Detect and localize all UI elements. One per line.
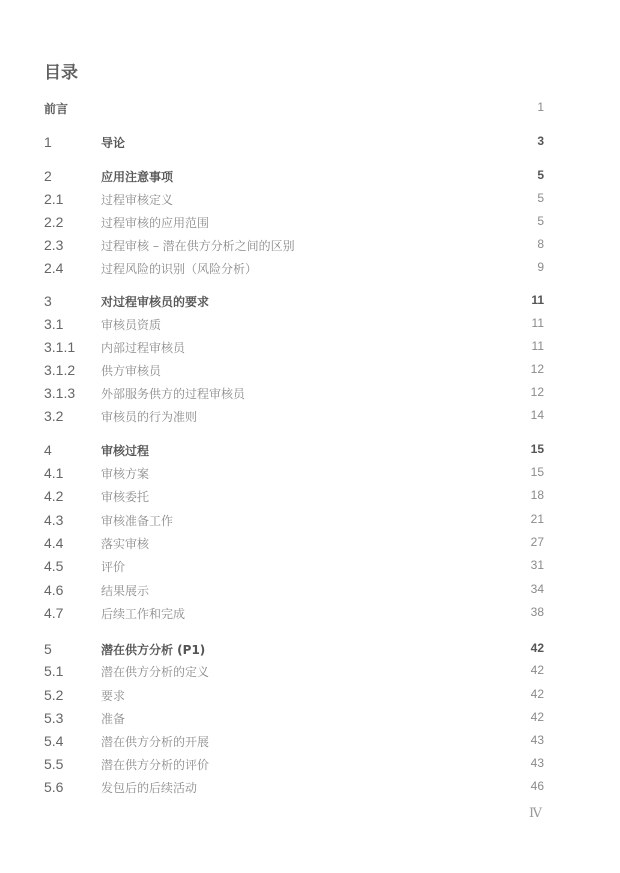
toc-entry-number: 4.5 — [44, 558, 64, 574]
toc-entry-page: 42 — [530, 710, 544, 724]
toc-entry-number: 3.1.2 — [44, 362, 76, 378]
toc-entry-5-5[interactable] — [0, 756, 620, 778]
toc-entry-number: 4.1 — [44, 465, 64, 481]
toc-entry-page: 42 — [530, 641, 544, 655]
toc-entry-label: 审核过程 — [101, 444, 150, 458]
toc-entry-page: 18 — [530, 488, 544, 502]
toc-entry-page: 34 — [530, 582, 544, 596]
toc-entry-number: 3.1 — [44, 316, 64, 332]
toc-entry-label: 审核方案 — [101, 467, 150, 481]
toc-entry-number: 4.2 — [44, 488, 64, 504]
toc-entry-2-3[interactable] — [0, 237, 620, 259]
toc-entry-2-2[interactable] — [0, 214, 620, 236]
toc-entry-number: 5.3 — [44, 710, 64, 726]
toc-entry-3-1[interactable] — [0, 316, 620, 338]
toc-entry-number: 2.4 — [44, 260, 64, 276]
toc-entry-label: 审核员的行为准则 — [101, 410, 198, 424]
toc-entry-label: 潜在供方分析的评价 — [101, 758, 210, 772]
toc-entry-number: 1 — [44, 134, 52, 150]
toc-entry-2-1[interactable] — [0, 191, 620, 213]
toc-entry-chapter-1[interactable] — [0, 134, 620, 156]
toc-entry-page: 3 — [537, 134, 544, 148]
toc-entry-label: 内部过程审核员 — [101, 341, 186, 355]
toc-entry-page: 1 — [537, 100, 544, 114]
toc-entry-number: 3.2 — [44, 408, 64, 424]
toc-entry-label: 导论 — [101, 136, 126, 150]
toc-entry-label: 结果展示 — [101, 584, 150, 598]
toc-entry-number: 4 — [44, 442, 52, 458]
toc-entry-number: 3 — [44, 293, 52, 309]
toc-entry-3-1-3[interactable] — [0, 385, 620, 407]
toc-entry-label: 准备 — [101, 712, 126, 726]
toc-entry-4-7[interactable] — [0, 605, 620, 627]
toc-entry-page: 5 — [537, 168, 544, 182]
toc-entry-4-2[interactable] — [0, 488, 620, 510]
toc-entry-number: 5.6 — [44, 779, 64, 795]
toc-entry-page: 15 — [530, 465, 544, 479]
toc-entry-label: 过程审核的应用范围 — [101, 216, 210, 230]
toc-entry-page: 43 — [530, 733, 544, 747]
toc-entry-page: 5 — [537, 214, 544, 228]
toc-entry-number: 4.6 — [44, 582, 64, 598]
toc-entry-label: 过程审核 – 潜在供方分析之间的区别 — [101, 239, 295, 253]
toc-entry-5-6[interactable] — [0, 779, 620, 801]
toc-entry-number: 5.5 — [44, 756, 64, 772]
toc-entry-page: 21 — [530, 512, 544, 526]
toc-entry-page: 11 — [531, 339, 544, 353]
toc-entry-label: 审核员资质 — [101, 318, 162, 332]
toc-entry-label: 供方审核员 — [101, 364, 162, 378]
toc-entry-number: 2.2 — [44, 214, 64, 230]
toc-entry-page: 5 — [537, 191, 544, 205]
toc-entry-chapter-4[interactable] — [0, 442, 620, 464]
toc-entry-page: 8 — [537, 237, 544, 251]
toc-entry-5-2[interactable] — [0, 687, 620, 709]
toc-entry-label: 后续工作和完成 — [101, 607, 186, 621]
toc-entry-label: 潜在供方分析的开展 — [101, 735, 210, 749]
toc-entry-4-6[interactable] — [0, 582, 620, 604]
toc-entry-number: 2 — [44, 168, 52, 184]
toc-entry-3-2[interactable] — [0, 408, 620, 430]
toc-entry-4-5[interactable] — [0, 558, 620, 580]
toc-entry-page: 15 — [530, 442, 544, 456]
toc-entry-page: 46 — [530, 779, 544, 793]
toc-entry-5-1[interactable] — [0, 663, 620, 685]
toc-entry-chapter-3[interactable] — [0, 293, 620, 315]
toc-entry-label: 过程审核定义 — [101, 193, 174, 207]
toc-entry-chapter-2[interactable] — [0, 168, 620, 190]
toc-entry-page: 11 — [531, 293, 544, 307]
toc-entry-3-1-1[interactable] — [0, 339, 620, 361]
toc-entry-label: 潜在供方分析的定义 — [101, 665, 210, 679]
toc-entry-label: 评价 — [101, 560, 126, 574]
toc-entry-number: 2.3 — [44, 237, 64, 253]
toc-entry-3-1-2[interactable] — [0, 362, 620, 384]
toc-title: 目录 — [44, 63, 78, 83]
toc-entry-4-4[interactable] — [0, 535, 620, 557]
toc-entry-label: 要求 — [101, 689, 126, 703]
toc-entry-4-1[interactable] — [0, 465, 620, 487]
toc-entry-page: 14 — [530, 408, 544, 422]
toc-entry-label: 应用注意事项 — [101, 170, 174, 184]
toc-entry-number: 3.1.1 — [44, 339, 76, 355]
toc-entry-number: 5.1 — [44, 663, 64, 679]
toc-entry-number: 前言 — [44, 102, 69, 116]
toc-entry-number: 4.7 — [44, 605, 64, 621]
toc-entry-label: 落实审核 — [101, 537, 150, 551]
toc-entry-page: 38 — [530, 605, 544, 619]
toc-entry-number: 3.1.3 — [44, 385, 76, 401]
toc-entry-page: 43 — [530, 756, 544, 770]
toc-entry-number: 5.4 — [44, 733, 64, 749]
toc-entry-number: 4.3 — [44, 512, 64, 528]
toc-entry-label: 审核委托 — [101, 490, 150, 504]
toc-entry-number: 4.4 — [44, 535, 64, 551]
toc-entry-page: 11 — [531, 316, 544, 330]
toc-entry-5-3[interactable] — [0, 710, 620, 732]
toc-entry-page: 31 — [530, 558, 544, 572]
toc-entry-chapter-5[interactable] — [0, 641, 620, 663]
toc-entry-number: 2.1 — [44, 191, 64, 207]
toc-entry-5-4[interactable] — [0, 733, 620, 755]
toc-entry-preface[interactable] — [0, 100, 620, 122]
toc-entry-number: 5 — [44, 641, 52, 657]
toc-entry-label: 过程风险的识别（风险分析） — [101, 262, 258, 276]
toc-entry-page: 12 — [530, 385, 544, 399]
toc-entry-label: 审核准备工作 — [101, 514, 174, 528]
page-number: Ⅳ — [529, 806, 542, 821]
toc-entry-2-4[interactable] — [0, 260, 620, 282]
toc-entry-label: 对过程审核员的要求 — [101, 295, 210, 309]
toc-entry-page: 42 — [530, 663, 544, 677]
toc-entry-page: 42 — [530, 687, 544, 701]
toc-entry-label: 外部服务供方的过程审核员 — [101, 387, 246, 401]
toc-entry-label: 潜在供方分析 (P1) — [101, 643, 206, 657]
toc-entry-page: 9 — [537, 260, 544, 274]
toc-entry-label: 发包后的后续活动 — [101, 781, 198, 795]
toc-entry-page: 27 — [530, 535, 544, 549]
toc-entry-number: 5.2 — [44, 687, 64, 703]
toc-entry-4-3[interactable] — [0, 512, 620, 534]
toc-entry-page: 12 — [530, 362, 544, 376]
